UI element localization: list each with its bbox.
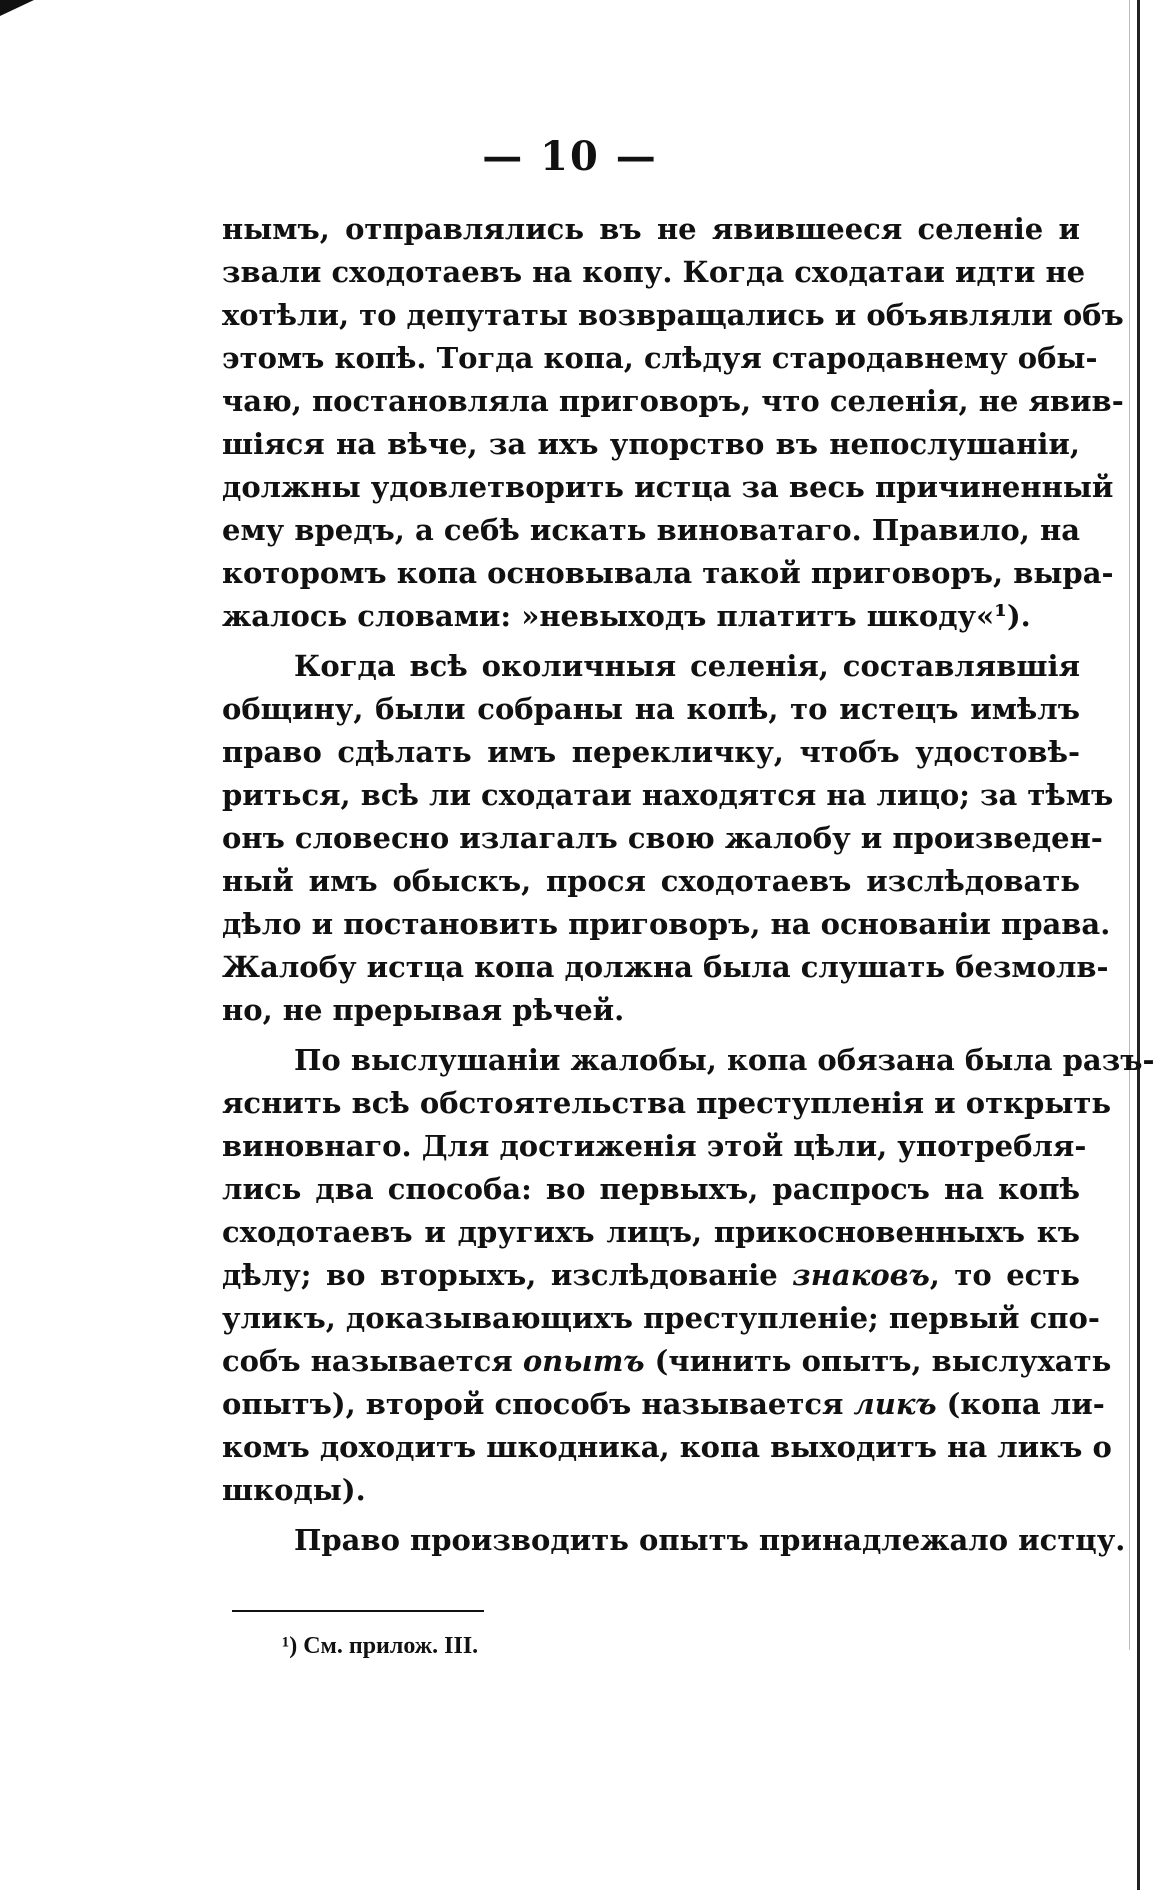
text-line: дѣло и постановить приговоръ, на основанiи права. bbox=[222, 907, 1111, 941]
text-line-with-italic bbox=[222, 1340, 1112, 1383]
paragraph-start-line: Право производить опытъ принадлежало истцу. bbox=[294, 1523, 1126, 1557]
text-line: онъ словесно излагалъ свою жалобу и произведен- bbox=[222, 821, 1103, 855]
body-text bbox=[222, 208, 1155, 1562]
italic-term: ликъ bbox=[853, 1387, 937, 1421]
text-segment: опытъ), второй способъ называется bbox=[222, 1387, 854, 1421]
text-segment: (чинить опытъ, выслухать bbox=[644, 1344, 1112, 1378]
text-line: шкоды). bbox=[222, 1473, 366, 1507]
text-line: звали сходотаевъ на копу. Когда сходатаи идти не bbox=[222, 255, 1086, 289]
text-line: должны удовлетворить истца за весь причиненный bbox=[222, 470, 1114, 504]
text-segment: , то есть bbox=[929, 1258, 1080, 1292]
footnote-text: См. прилож. III. bbox=[303, 1633, 479, 1659]
text-segment: дѣлу; во вторыхъ, изслѣдованiе bbox=[222, 1258, 793, 1292]
page-edge-shadow bbox=[1129, 0, 1130, 1650]
text-line: риться, всѣ ли сходатаи находятся на лицо; за тѣмъ bbox=[222, 778, 1114, 812]
text-segment: собъ называется bbox=[222, 1344, 523, 1378]
text-line: лись два способа: во первыхъ, распросъ на копѣ bbox=[222, 1172, 1080, 1206]
text-line: этомъ копѣ. Тогда копа, слѣдуя стародавнему обы- bbox=[222, 341, 1098, 375]
footnote-rule bbox=[232, 1610, 484, 1612]
text-line: которомъ копа основывала такой приговоръ, выра- bbox=[222, 556, 1114, 590]
text-line: шiяся на вѣче, за ихъ упорство въ непослушанiи, bbox=[222, 427, 1080, 461]
text-line: виновнаго. Для достиженiя этой цѣли, употребля- bbox=[222, 1129, 1087, 1163]
text-line: право сдѣлать имъ перекличку, чтобъ удостовѣ- bbox=[222, 735, 1080, 769]
text-line: уликъ, доказывающихъ преступленiе; первый спо- bbox=[222, 1301, 1100, 1335]
text-line-with-italic bbox=[222, 1383, 1105, 1426]
paragraph-start-line: По выслушанiи жалобы, копа обязана была разъ- bbox=[294, 1043, 1155, 1077]
italic-term: знаковъ bbox=[792, 1258, 930, 1292]
footnote bbox=[282, 1628, 478, 1664]
text-line: хотѣли, то депутаты возвращались и объявляли объ bbox=[222, 298, 1124, 332]
paragraph-start-line: Когда всѣ околичныя селенiя, составлявшiя bbox=[294, 649, 1080, 683]
text-line: комъ доходитъ шкодника, копа выходитъ на ликъ о bbox=[222, 1430, 1112, 1464]
italic-term: опытъ bbox=[522, 1344, 645, 1378]
text-line: Жалобу истца копа должна была слушать безмолв- bbox=[222, 950, 1109, 984]
scan-corner-mark bbox=[0, 0, 34, 16]
text-line: сходотаевъ и другихъ лицъ, прикосновенныхъ къ bbox=[222, 1215, 1080, 1249]
page-number: — 10 — bbox=[482, 133, 658, 180]
footnote-marker: ¹) bbox=[282, 1633, 298, 1659]
page-edge-line bbox=[1137, 0, 1140, 1890]
text-line: ему вредъ, а себѣ искать виноватаго. Правило, на bbox=[222, 513, 1080, 547]
text-line: общину, были собраны на копѣ, то истецъ имѣлъ bbox=[222, 692, 1080, 726]
text-line: ный имъ обыскъ, прося сходотаевъ изслѣдовать bbox=[222, 864, 1080, 898]
text-line-with-italic bbox=[222, 1254, 1080, 1297]
text-line: яснить всѣ обстоятельства преступленiя и открыть bbox=[222, 1086, 1112, 1120]
text-line: но, не прерывая рѣчей. bbox=[222, 993, 625, 1027]
text-line: нымъ, отправлялись въ не явившееся селенiе и bbox=[222, 212, 1080, 246]
text-segment: (копа ли- bbox=[936, 1387, 1105, 1421]
text-line: жалось словами: »невыходъ платитъ шкоду«¹). bbox=[222, 599, 1031, 633]
text-line: чаю, постановляла приговоръ, что селенiя, не явив- bbox=[222, 384, 1124, 418]
